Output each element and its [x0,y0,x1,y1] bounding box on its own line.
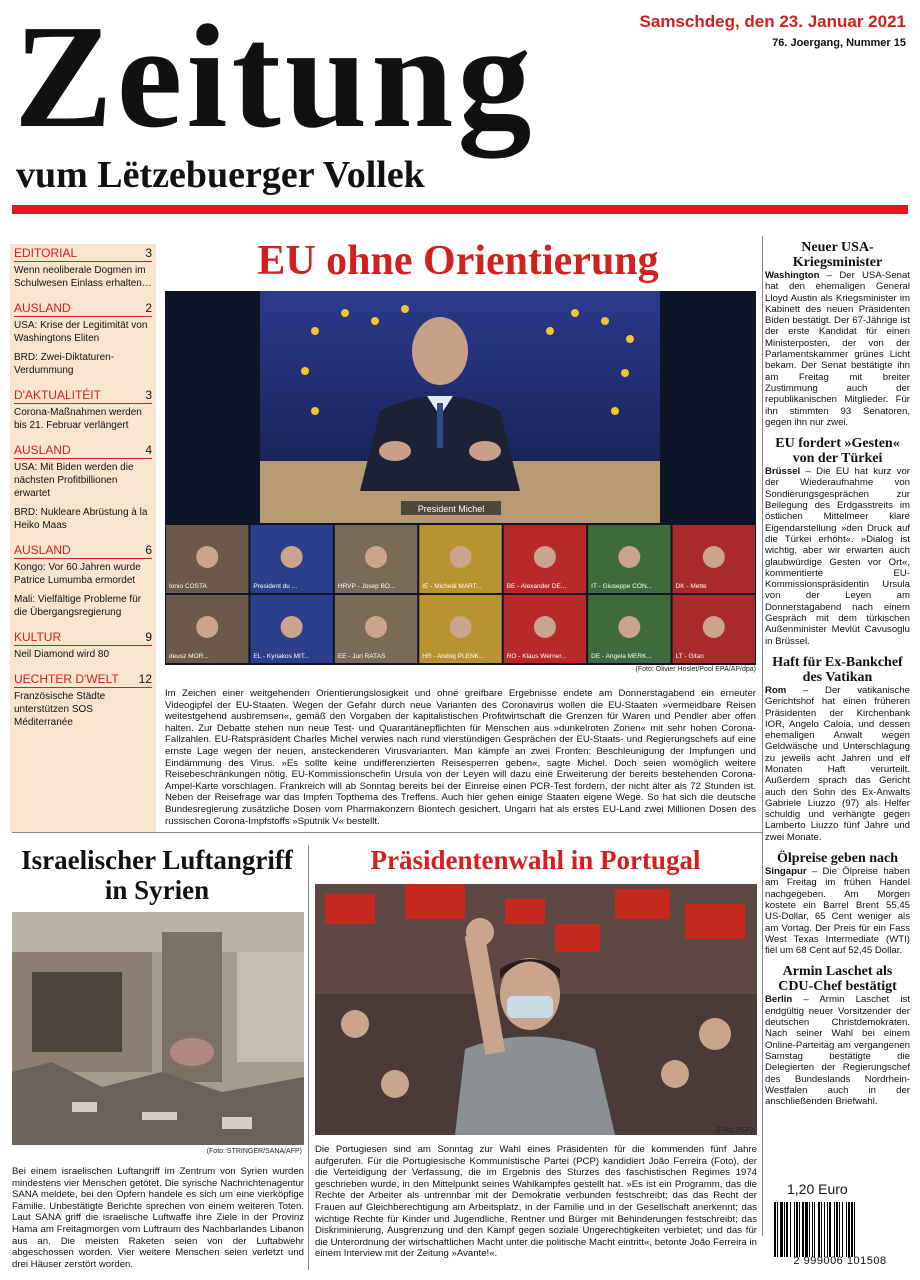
toc-item[interactable]: Kongo: Vor 60 Jahren wurde Patrice Lumumba ermordet [14,562,141,586]
brief-text: – Die EU hat kurz vor der Wiederaufnahme von Sondierungsgesprächen zur Beilegung des Erdgasstreits im östlichen Mittelmeer klare Eigendarstellung »den Druck auf die Türkei erhöht«. »Dialog ist wichtig, aber wir erwarten auch glaubwürdige Gesten vor Ort«, kommentierte EU-Kommissionspräsidentin Ursula von der Leyen am Donnerstagabend nach einem Gespräch mit dem türkischen Außenminister Mevlüt Cavusoglu in Brüssel. [765,466,910,647]
campaign-rally-image [315,884,757,1135]
barcode-bar [802,1202,804,1257]
toc-section [14,301,152,377]
barcode-bar [774,1202,776,1257]
toc-section-name: KULTUR [14,630,62,644]
toc-section-name: EDITORIAL [14,246,78,260]
toc-section-header[interactable] [14,543,152,559]
video-tile-label: LT - Gitan [675,653,704,660]
video-tile-label: HR - Andrej PLENK... [422,653,485,660]
video-tile-label: RO - Klaus Werner... [506,653,567,660]
barcode-bar [812,1202,813,1257]
toc-section [14,443,152,532]
barcode-bar [827,1202,828,1257]
masthead-subtitle: vum Lëtzebuerger Vollek [16,154,425,196]
video-conference-image [165,291,756,665]
video-tile [419,525,501,593]
toc-item[interactable]: USA: Mit Biden werden die nächsten Profitbillionen erwartet [14,462,134,499]
brief-body [765,685,910,843]
video-tile [673,525,755,593]
brief-headline: Ölpreise geben nach [776,851,899,867]
barcode-bar [839,1202,840,1257]
toc-item[interactable]: Französische Städte unterstützen SOS Méditerranée [14,691,106,728]
toc-section-header[interactable] [14,443,152,459]
brief-text: – Armin Laschet ist endgültig neuer Vorsitzender der deutschen Christdemokraten. Nach seiner Wahl bei einem Online-Parteitag am vergangenen Samstag bestätigte die Delegierten der Regierungschef des Bundeslands Nordrhein-Westfalen auch in der anschließenden Briefwahl. [765,994,910,1108]
toc-item[interactable]: Wenn neoliberale Dogmen im Schulwesen Einlass erhalten… [14,265,152,289]
toc-section-header[interactable] [14,301,152,317]
barcode-bar [824,1202,825,1257]
brief-body [765,466,910,647]
masthead-divider [12,205,908,214]
barcode-bar [796,1202,798,1257]
video-tile-label: IE - Micheál MART... [422,583,482,590]
brief-text: – Die Ölpreise haben am Freitag im frühen Handel nachgegeben. Am Morgen kostete ein Barrel Brent 55,45 US-Dollar, 65 Cent weniger als am Vortag. Der Preis für ein Fass West Texas Intermediate (WTI) fiel um 68 Cent auf 52,45 Dollar. [765,866,910,957]
barcode-bar [848,1202,850,1257]
toc-section-header[interactable] [14,630,152,646]
toc-page-number: 12 [138,672,152,686]
toc-item[interactable]: USA: Krise der Legitimität von Washingtons Eliten [14,320,148,344]
barcode-number: 2 999006 101508 [793,1255,887,1267]
brief-dateline: Brüssel [765,466,801,478]
brief-dateline: Singapur [765,866,807,878]
brief-body [765,270,910,428]
video-tile-label: BE - Alexander DE... [506,583,567,590]
toc-item[interactable]: BRD: Nukleare Abrüstung à la Heiko Maas [14,507,148,531]
barcode-bar [854,1202,855,1257]
toc-page-number: 3 [145,388,152,402]
barcode-bar [786,1202,788,1257]
toc-section-name: AUSLAND [14,443,71,457]
toc-section [14,543,152,619]
toc-section-name: AUSLAND [14,301,71,315]
barcode-bar [780,1202,783,1257]
video-tile [250,595,332,663]
toc-section [14,672,152,729]
video-tile [250,525,332,593]
section-divider [12,832,762,833]
barcode-bar [777,1202,778,1257]
toc-item[interactable]: Corona-Maßnahmen werden bis 21. Februar verlängert [14,407,142,431]
video-tile [504,525,586,593]
toc-section [14,246,152,290]
video-tile [588,595,670,663]
barcode [770,1202,910,1257]
barcode-bar [818,1202,820,1257]
video-tile [335,525,417,593]
video-tile [166,595,248,663]
barcode-bar [846,1202,847,1257]
barcode-bar [814,1202,815,1257]
masthead-title: Zeitung [14,0,536,159]
barcode-bar [821,1202,822,1257]
toc-section-name: AUSLAND [14,543,71,557]
table-of-contents [10,244,156,832]
video-tile-label: IT - Giuseppe CON... [591,583,653,590]
video-tile [166,525,248,593]
barcode-bar [784,1202,785,1257]
toc-item[interactable]: Neil Diamond wird 80 [14,649,110,660]
brief-headline: EU fordert »Gesten« von der Türkei [775,436,900,467]
news-briefs-column [765,240,910,1115]
portugal-photo-credit: (Foto: PCP) [716,1127,753,1134]
syria-article-body: Bei einem israelischen Luftangriff im Zentrum von Syrien wurden mindestens vier Menschen getötet. Die syrische Nachrichtenagentur SANA meldete, bei den Opfern handele es sich um eine vierköpfige Familie. Unbestätigte Berichte sprechen von einem weiteren Toten. Laut SANA griff die israelische Luftwaffe ihre Ziele in der Provinz Hama am Freitagmorgen vom Luftraum des Nachbarlandes Libanon aus an. Die meisten Raketen seien von der Luftabwehr abgeschossen worden. Vier weitere Menschen seien verletzt und drei Häuser zerstört worden. [12,1166,304,1270]
toc-page-number: 3 [145,246,152,260]
brief-dateline: Washington [765,270,820,281]
brief-headline: Armin Laschet als CDU-Chef bestätigt [778,964,897,995]
toc-page-number: 2 [145,301,152,315]
column-divider-lower [308,845,309,1270]
toc-section-header[interactable] [14,388,152,404]
toc-item[interactable]: Mali: Vielfältige Probleme für die Übergangsregierung [14,594,142,618]
video-tile-label: President du ... [253,583,298,590]
brief-dateline: Rom [765,684,787,696]
toc-item[interactable]: BRD: Zwei-Diktaturen-Verdummung [14,352,115,376]
barcode-bars [770,1202,910,1257]
lead-photo [165,291,756,665]
brief-headline: Haft für Ex-Bankchef des Vatikan [772,654,903,685]
video-tile [588,525,670,593]
price: 1,20 Euro [787,1181,848,1197]
lead-headline: EU ohne Orientierung [257,238,659,284]
barcode-bar [799,1202,800,1257]
lead-photo-credit: (Foto: Olivier Hoslet/Pool EPA/AP/dpa) [635,666,756,673]
toc-section-header[interactable] [14,672,152,688]
barcode-bar [794,1202,795,1257]
barcode-bar [834,1202,835,1257]
issue-date: Samschdeg, den 23. Januar 2021 [639,12,906,31]
video-tile-label: EL - Kyriakos MIT... [253,653,310,660]
brief-body [765,866,910,956]
main-speaker-caption: President Michel [417,504,485,514]
video-tile [419,595,501,663]
barcode-bar [851,1202,853,1257]
syria-headline: Israelischer Luftangriff in Syrien [21,845,293,905]
toc-section-name: UECHTER D'WELT [14,672,119,686]
portugal-headline: Präsidentenwahl in Portugal [370,845,701,875]
video-tile [673,595,755,663]
syria-photo [12,912,304,1145]
barcode-bar [829,1202,831,1257]
video-tile [504,595,586,663]
brief-headline: Neuer USA-Kriegsminister [792,240,883,270]
toc-page-number: 9 [145,630,152,644]
video-tile-label: HRVP - Josep BO... [337,583,396,590]
video-tile-label: DE - Angela MERK... [591,653,652,660]
barcode-bar [842,1202,843,1257]
brief-body [765,994,910,1107]
video-tile-label: Ionio COSTA [169,583,207,590]
barcode-bar [836,1202,838,1257]
video-tile-label: deusz MOR... [169,653,209,660]
video-tile [335,595,417,663]
barcode-bar [790,1202,791,1257]
toc-page-number: 4 [145,443,152,457]
brief-text: – Der vatikanische Gerichtshof hat einen früheren Präsidenten der Kirchenbank IOR, Angelo Caloia, und dessen ehemaligen Anwalt wegen Geldwäsche und Unterschlagung zu jeweils acht Jahren und elf Monaten Haft verurteilt. Außerdem sprach das Gericht auch den Sohn des Ex-Anwalts Gabriele Liuzzo (97) als Helfer schuldig und verhängte gegen Lamberto Liuzzo fünf Jahre und zwei Monate. [765,684,910,843]
toc-section-header[interactable] [14,246,152,262]
barcode-bar [809,1202,810,1257]
column-divider [762,236,763,1236]
syria-photo-credit: (Foto: STRINGER/SANA/AFP) [206,1148,302,1155]
brief-dateline: Berlin [765,994,793,1006]
lead-article-body: Im Zeichen einer weitgehenden Orientierungslosigkeit und ohne greifbare Ergebnisse endete am Donnerstagabend ein erneuter Videogipfel der EU-Staaten. Wegen der Gefahr durch neue Varianten des Coronavirus wollen die EU-Staaten »vermeidbare Reisen weitestgehend ausbremsen«, gemäß den Vorgaben der kapitalistischen Profitwirtschaft die Grenzen für Waren und Pendler aber offen halten. Zur Debatte stehen nun neue Test- und Quarantänepflichten für Menschen aus »dunkelroten Zonen« mit sehr hohen Corona-Fallzahlen. EU-Ratspräsident Charles Michel verwies nach rund vierstündigen Gesprächen der EU-Staats- und Regierungschefs auf eine ernste Lage wegen der neuen, ansteckenderen Virusvarianten. Man kämpfe an zwei Fronten: Beschleunigung der Impfungen und Eindämmung des Virus. »Es sollte keine undifferenzierten Reisesperren geben«, sagte Michel. Doch seien womöglich weitere Reisebeschränkungen nötig. EU-Kommissionschefin Ursula von der Leyen will dazu eine Erweiterung der bereits bestehenden Corona-Ampel-Karte vorschlagen. Frankreich will ab Sonntag bereits bei der Einreise einen PCR-Test fordern, der nicht älter als 72 Stunden ist. Neben der Reisefrage war das Impfen Topthema des Treffens. Auch hier gehen einige Staaten eigene Wege. So hat sich die deutsche Bundesregierung zusätzliche Dosen vom Pharmakonzern Biontech gesichert. Ungarn hat als erstes EU-Land zwei Millionen Dosen des russischen Corona-Impfstoffs »Sputnik V« bestellt. [165,688,756,827]
toc-section-name: D'AKTUALITÉIT [14,388,101,402]
toc-section [14,630,152,661]
toc-section [14,388,152,432]
issue-number: 76. Joergang, Nummer 15 [772,37,906,49]
brief-text: – Der USA-Senat hat den ehemaligen General Lloyd Austin als Kriegsminister im Kabinett des neuen Präsidenten Biden bestätigt. Der 67-Jährige ist der erste Kandidat für einen Ministerposten, der von der Parlamentskammer grünes Licht bekam. Der Senat bestätigte ihn am Freitag mit breiter Zustimmung auch der republikanischen Mitglieder. Für ihn stimmten 93 Senatoren, gegen ihn nur zwei. [765,270,910,428]
toc-page-number: 6 [145,543,152,557]
barcode-bar [805,1202,808,1257]
portugal-photo [315,884,757,1135]
portugal-article-body: Die Portugiesen sind am Sonntag zur Wahl eines Präsidenten für die kommenden fünf Jahre aufgerufen. Für die Portugiesische Kommunistische Partei (PCP) kandidiert João Ferreira (Foto), der die Verteidigung der Verfassung, die im Ergebnis des Sturzes des faschistischen Regimes 1974 geschrieben wurde, in den Mittelpunkt seines Wahlkampfes gestellt hat. »Es ist ein Programm, das die Rechte der Arbeiter als untrennbar mit der Demokratie verbunden festschreibt; das das Recht der Frauen auf Gleichberechtigung am Arbeitsplatz, in der Familie und in der Gesellschaft anerkennt; das wichtige Rechte für Kinder und Jugendliche, Rentner und Bürger mit Behinderungen festschreibt; das Diskriminierung, Ausgrenzung und den Kampf gegen soziale Ungerechtigkeiten verbietet; und das für die Unterordnung der wirtschaftlichen Macht unter die politische Macht eintritt«, betonte João Ferreira in einem Interview mit der Zeitung »Avante!«. [315,1144,757,1260]
video-tile-label: DK - Mette [675,583,707,590]
rubble-image [12,912,304,1145]
video-tile-label: EE - Juri RATAS [337,653,386,660]
